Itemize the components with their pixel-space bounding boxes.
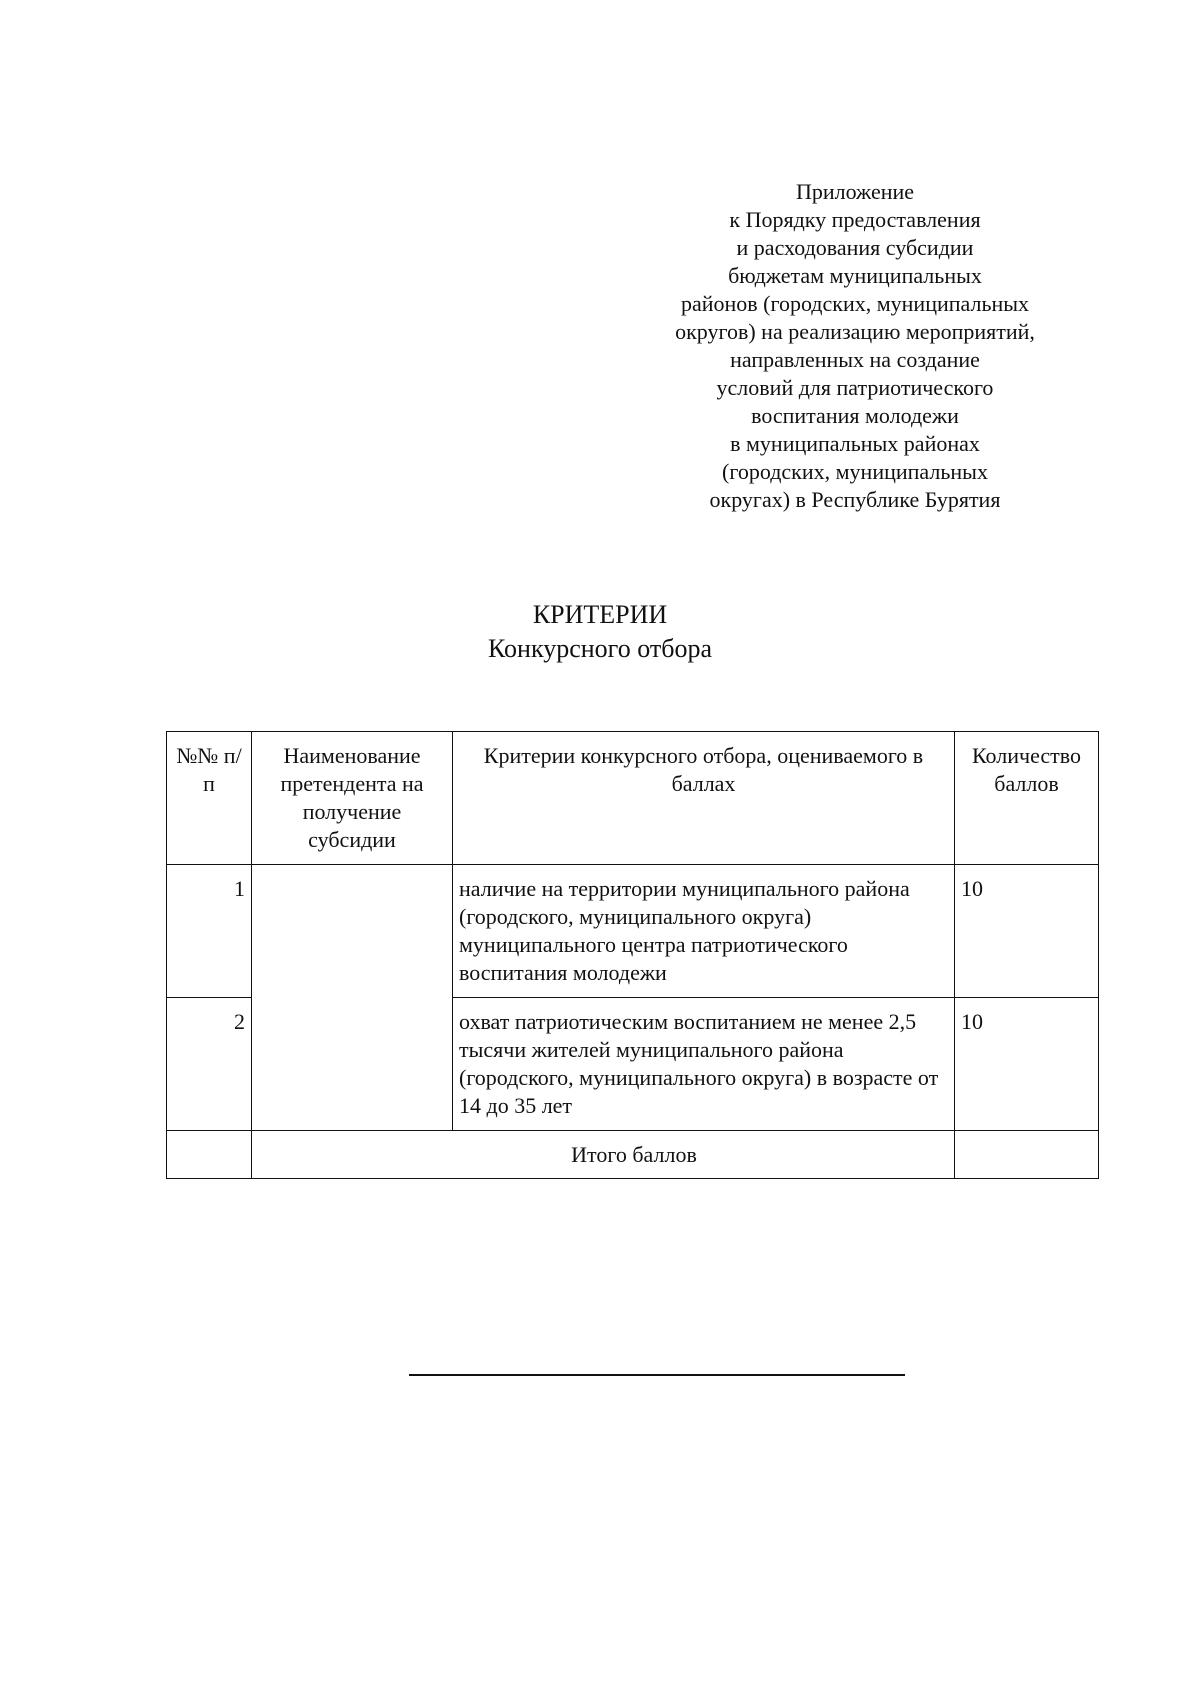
appendix-line: округах) в Республике Бурятия	[709, 487, 1001, 512]
row-criterion: наличие на территории муниципального района (городского, муниципального округа) муниципального центра патриотического воспитания молодежи	[453, 865, 955, 998]
header-points: Количество баллов	[955, 732, 1099, 865]
appendix-line: направленных на создание	[730, 347, 980, 372]
document-title	[0, 598, 1200, 666]
appendix-line: и расходования субсидии	[736, 235, 974, 260]
title-main: КРИТЕРИИ	[532, 600, 668, 629]
row-number: 2	[167, 998, 252, 1131]
total-label-cell	[252, 1131, 955, 1179]
applicant-name-cell	[252, 865, 453, 1131]
signature-divider	[409, 1374, 905, 1376]
title-sub: Конкурсного отбора	[488, 634, 712, 663]
row-number: 1	[167, 865, 252, 998]
appendix-line: к Порядку предоставления	[729, 207, 981, 232]
header-applicant: Наименование претендента на получение субсидии	[252, 732, 453, 865]
appendix-line: условий для патриотического	[716, 375, 994, 400]
table-header-row	[167, 732, 1099, 865]
appendix-line: (городских, муниципальных	[722, 459, 988, 484]
total-row	[167, 1131, 1099, 1179]
header-number: №№ п/п	[167, 732, 252, 865]
row-points: 10	[955, 865, 1099, 998]
header-criteria: Критерии конкурсного отбора, оцениваемого в баллах	[453, 732, 955, 865]
row-points: 10	[955, 998, 1099, 1131]
appendix-line: воспитания молодежи	[751, 403, 959, 428]
total-points-cell	[955, 1131, 1099, 1179]
appendix-line: районов (городских, муниципальных	[680, 291, 1030, 316]
appendix-line: бюджетам муниципальных	[728, 263, 982, 288]
appendix-block	[640, 178, 1070, 514]
appendix-line: в муниципальных районах	[730, 431, 980, 456]
table-row	[167, 865, 1099, 998]
appendix-line: Приложение	[795, 179, 915, 204]
appendix-line: округов) на реализацию мероприятий,	[675, 319, 1035, 344]
total-label: Итого баллов	[571, 1142, 697, 1167]
row-criterion: охват патриотическим воспитанием не менее 2,5 тысячи жителей муниципального района (городского, муниципального округа) в возрасте от 14 до 35 лет	[453, 998, 955, 1131]
total-number-cell	[167, 1131, 252, 1179]
criteria-table	[166, 731, 1099, 1179]
